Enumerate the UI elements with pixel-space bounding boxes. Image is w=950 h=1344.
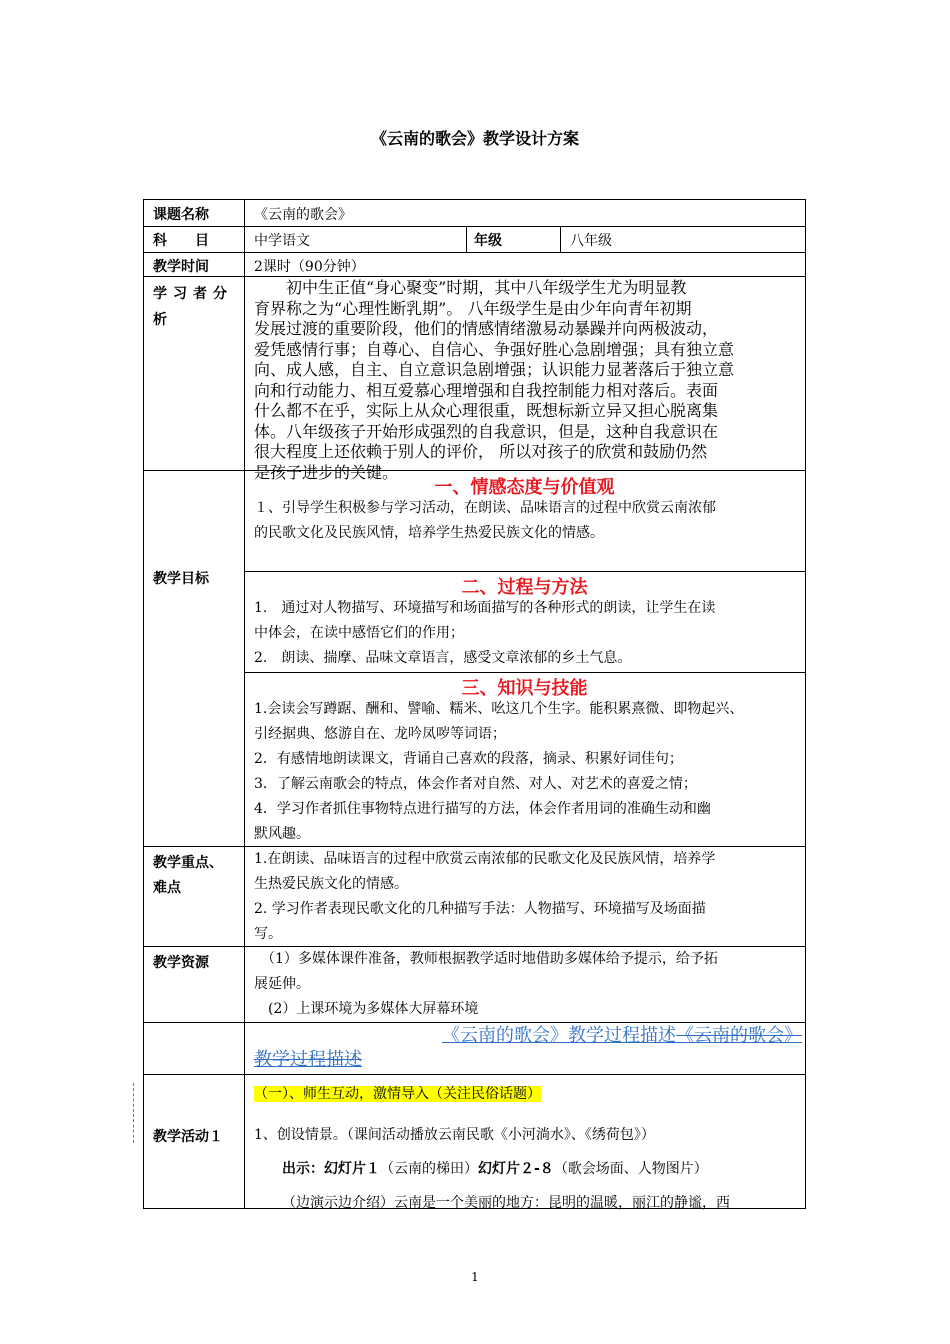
key-points-text: 1.在朗读、品味语言的过程中欣赏云南浓郁的民歌文化及民族风情，培养学 生热爱民族文化的情感。 2. 学习作者表现民歌文化的几种描写手法：人物描写、环境描写及场面描 写。 (254, 851, 716, 942)
activity-1-highlight: （一）、师生互动，激情导入（关注民俗话题） (254, 1086, 541, 1102)
objective-section-2-text: 1. 通过对人物描写、环境描写和场面描写的各种形式的朗读，让学生在读 中体会，在读中感悟它们的作用； 2. 朗读、揣摩、品味文章语言，感受文章浓郁的乡土气息。 (254, 600, 716, 666)
grade-value: 八年级 (570, 233, 612, 249)
course-name-value: 《云南的歌会》 (254, 207, 352, 223)
process-header: 《云南的歌会》教学过程描述《云南的歌会》 (442, 1025, 802, 1046)
objective-section-1-title: 一、情感态度与价值观 (434, 477, 615, 498)
course-name-label: 课题名称 (153, 207, 209, 223)
subject-label: 科 目 (153, 233, 209, 249)
activity-1-intro (254, 1082, 802, 1107)
page-title: 《云南的歌会》教学设计方案 (370, 129, 579, 148)
time-value: 2课时（90分钟） (254, 259, 365, 275)
activity-1-text: 1、创设情景。（课间活动播放云南民歌《小河淌水》、《绣荷包》） 出示：幻灯片１（云南的梯田）幻灯片２-８（歌会场面、人物图片） （边演示边介绍）云南是一个美丽的地方：昆明的温暖，丽江的静谧，西 (254, 1127, 730, 1211)
learner-analysis-text: 初中生正值“身心聚变”时期，其中八年级学生尤为明显教 育界称之为“心理性断乳期”。 八年级学生是由少年向青年初期 发展过渡的重要阶段，他们的情感情绪激易动暴躁并向两极波动， 爱凭感情行事；自尊心、自信心、争强好胜心急剧增强；具有独立意 向、成人感，自主、自立意识急剧增强；认识能力显著落后于独立意 向和行动能力、相互爱慕心理增强和自我控制能力相对落后。表面 什么都不在乎，实际上从众心理很重，既想标新立异又担心脱离集 体。八年级孩子开始形成强烈的自我意识，但是，这种自我意识在 很大程度上还依赖于别人的评价， 所以对孩子的欣赏和鼓励仍然 是孩子进步的关键。 (254, 278, 735, 482)
key-points-label: 教学重点、 难点 (153, 855, 223, 896)
page-number: 1 (471, 1270, 479, 1284)
objective-section-2-title: 二、过程与方法 (461, 577, 588, 598)
objective-section-1-text: １、引导学生积极参与学习活动，在朗读、品味语言的过程中欣赏云南浓郁 的民歌文化及民族风情，培养学生热爱民族文化的情感。 (254, 500, 716, 541)
revision-mark (133, 1083, 134, 1143)
resources-text: （1）多媒体课件准备，教师根据教学适时地借助多媒体给予提示，给予拓 展延伸。 (2）上课环境为多媒体大屏幕环境 (254, 951, 718, 1017)
subject-value: 中学语文 (254, 233, 310, 249)
learner-analysis-label: 学习者分析 (153, 286, 233, 328)
process-header-line2: 教学过程描述 (254, 1049, 362, 1070)
objectives-label: 教学目标 (153, 571, 209, 587)
objective-section-3-text: 1.会读会写蹲踞、酬和、譬喻、糯米、吆这几个生字。能积累熹微、即物起兴、 引经据典、悠游自在、龙吟凤哕等词语； 2．有感情地朗读课文，背诵自己喜欢的段落，摘录、积累好词佳句； 3．了解云南歌会的特点，体会作者对自然、对人、对艺术的喜爱之情； 4．学习作者抓住事物特点进行描写的方法，体会作者用词的准确生动和幽 默风趣。 (254, 701, 744, 842)
resources-label: 教学资源 (153, 955, 209, 971)
activity-1-label: 教学活动１ (153, 1129, 223, 1145)
time-label: 教学时间 (153, 259, 209, 275)
objective-section-3-title: 三、知识与技能 (461, 678, 588, 699)
grade-label: 年级 (474, 233, 502, 249)
